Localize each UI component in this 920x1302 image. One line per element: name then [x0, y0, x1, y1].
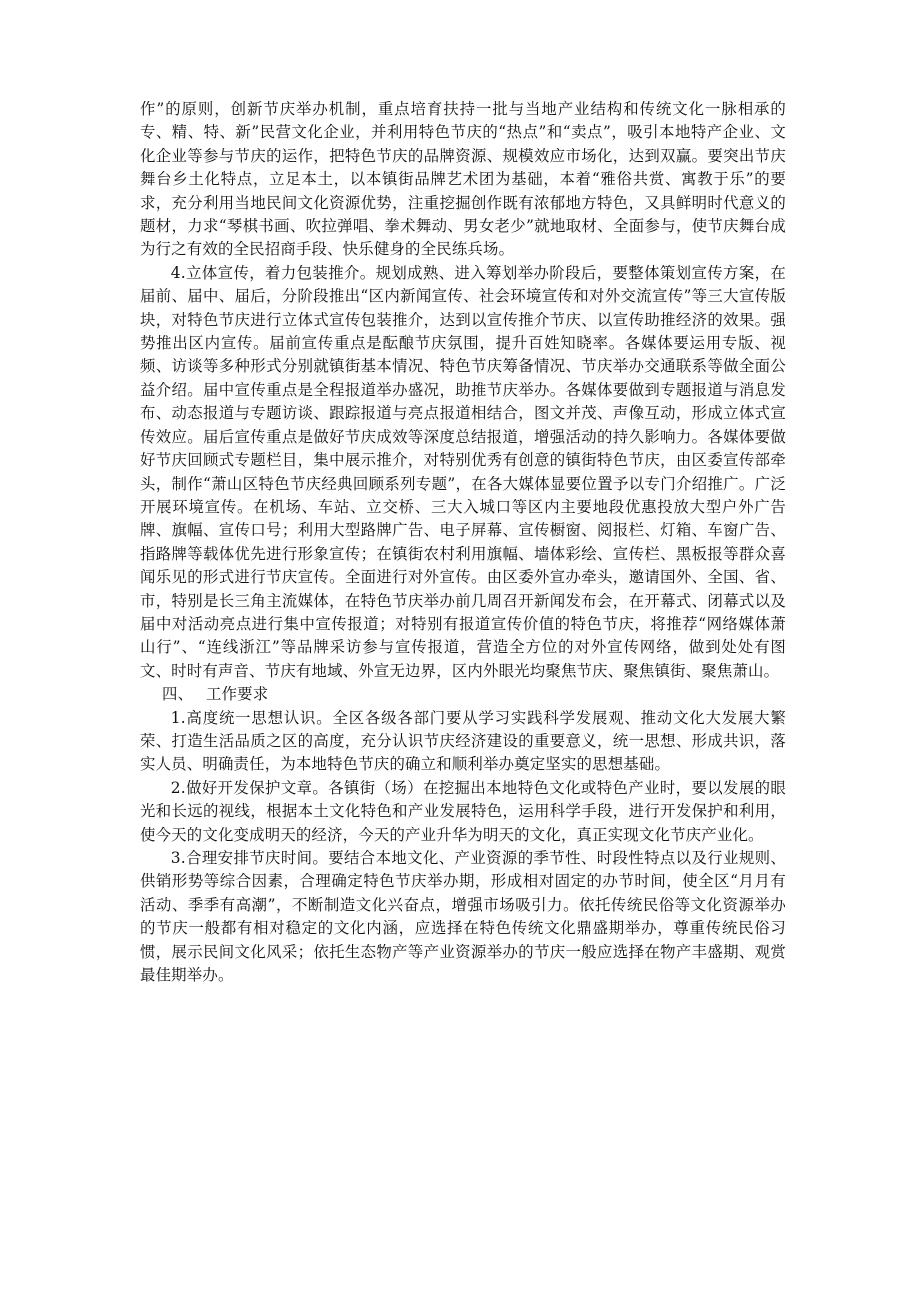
document-body [140, 98, 786, 987]
section-title: 工作要求 [206, 685, 269, 704]
paragraph-continuation: 作”的原则，创新节庆举办机制，重点培育扶持一批与当地产业结构和传统文化一脉相承的专、精、特、新”民营文化企业，并利用特色节庆的“热点”和“卖点”，吸引本地特产企业、文化企业等参与节庆的运作，把特色节庆的品牌资源、规模效应市场化，达到双赢。要突出节庆舞台乡土化特点，立足本土，以本镇街品牌艺术团为基础，本着“雅俗共赏、寓教于乐”的要求，充分利用当地民间文化资源优势，注重挖掘创作既有浓郁地方特色，又具鲜明时代意义的题材，力求“琴棋书画、吹拉弹唱、拳术舞动、男女老少”就地取材、全面参与，使节庆舞台成为行之有效的全民招商手段、快乐健身的全民练兵场。 [140, 100, 786, 259]
paragraph-requirement-3: 3.合理安排节庆时间。要结合本地文化、产业资源的季节性、时段性特点以及行业规则、供销形势等综合因素，合理确定特色节庆举办期，形成相对固定的办节时间，使全区“月月有活动、季季有高潮”，不断制造文化兴奋点，增强市场吸引力。依托传统民俗等文化资源举办的节庆一般都有相对稳定的文化内涵，应选择在特色传统文化鼎盛期举办，尊重传统民俗习惯，展示民间文化风采；依托生态物产等产业资源举办的节庆一般应选择在物产丰盛期、观赏最佳期举办。 [140, 849, 786, 985]
section-number: 四、 [162, 685, 194, 704]
paragraph-publicity: 4.立体宣传，着力包装推介。规划成熟、进入筹划举办阶段后，要整体策划宣传方案，在届前、届中、届后，分阶段推出“区内新闻宣传、社会环境宣传和对外交流宣传”等三大宣传版块，对特色节庆进行立体式宣传包装推介，达到以宣传推介节庆、以宣传助推经济的效果。强势推出区内宣传。届前宣传重点是酝酿节庆氛围，提升百姓知晓率。各媒体要运用专版、视频、访谈等多种形式分别就镇街基本情况、特色节庆筹备情况、节庆举办交通联系等做全面公益介绍。届中宣传重点是全程报道举办盛况，助推节庆举办。各媒体要做到专题报道与消息发布、动态报道与专题访谈、跟踪报道与亮点报道相结合，图文并茂、声像互动，形成立体式宣传效应。届后宣传重点是做好节庆成效等深度总结报道，增强活动的持久影响力。各媒体要做好节庆回顾式专题栏目，集中展示推介，对特别优秀有创意的镇街特色节庆，由区委宣传部牵头，制作“萧山区特色节庆经典回顾系列专题”，在各大媒体显要位置予以专门介绍推广。广泛开展环境宣传。在机场、车站、立交桥、三大入城口等区内主要地段优惠投放大型户外广告牌、旗幅、宣传口号；利用大型路牌广告、电子屏幕、宣传橱窗、阅报栏、灯箱、车窗广告、指路牌等载体优先进行形象宣传；在镇街农村利用旗幅、墙体彩绘、宣传栏、黑板报等群众喜闻乐见的形式进行节庆宣传。全面进行对外宣传。由区委外宣办牵头，邀请国外、全国、省、市，特别是长三角主流媒体，在特色节庆举办前几周召开新闻发布会，在开幕式、闭幕式以及届中对活动亮点进行集中宣传报道；对特别有报道宣传价值的特色节庆，将推荐“网络媒体萧山行”、“连线浙江”等品牌采访参与宣传报道，营造全方位的对外宣传网络，做到处处有图文、时时有声音、节庆有地域、外宣无边界，区内外眼光均聚焦节庆、聚焦镇街、聚焦萧山。 [140, 263, 786, 680]
section-heading [140, 683, 786, 706]
paragraph-requirement-2: 2.做好开发保护文章。各镇街（场）在挖掘出本地特色文化或特色产业时，要以发展的眼光和长远的视线，根据本土文化特色和产业发展特色，运用科学手段，进行开发保护和利用，使今天的文化变成明天的经济，今天的产业升华为明天的文化，真正实现文化节庆产业化。 [140, 778, 786, 844]
paragraph-requirement-1: 1.高度统一思想认识。全区各级各部门要从学习实践科学发展观、推动文化大发展大繁荣、打造生活品质之区的高度，充分认识节庆经济建设的重要意义，统一思想、形成共识，落实人员、明确责任，为本地特色节庆的确立和顺利举办奠定坚实的思想基础。 [140, 708, 786, 774]
